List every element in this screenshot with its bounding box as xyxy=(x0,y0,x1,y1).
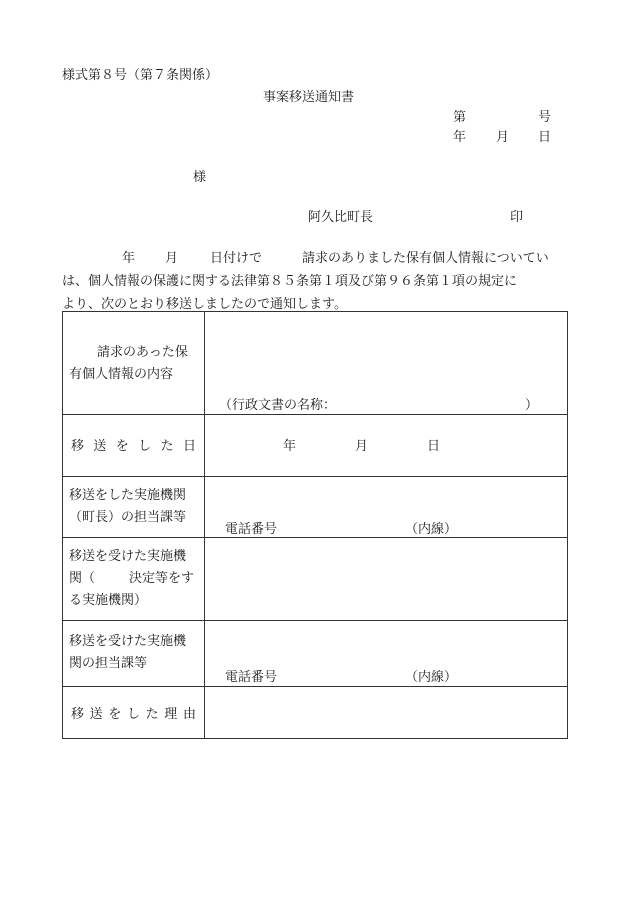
date-year: 年 xyxy=(453,130,467,145)
label-sending-line2: （町長）の担当課等 xyxy=(69,510,187,525)
label-receiving-dept-line2: 関の担当課等 xyxy=(69,656,148,671)
label-sending-line1: 移送をした実施機関 xyxy=(69,488,187,503)
label-char: 移 xyxy=(71,707,85,722)
transfer-details-table xyxy=(62,311,568,739)
row-transfer-date xyxy=(63,415,568,477)
label-receiving-body xyxy=(63,538,205,621)
label-receiving-dept-line1: 移送を受けた実施機 xyxy=(69,634,187,649)
date-day: 日 xyxy=(538,130,552,145)
label-char: 送 xyxy=(89,707,103,722)
date-month: 月 xyxy=(496,130,510,145)
label-transfer-reason xyxy=(63,687,205,739)
doc-name-open: （行政文書の名称： xyxy=(219,398,337,413)
receiving-extension-label: （内線） xyxy=(405,670,458,685)
transfer-year: 年 xyxy=(283,439,297,454)
sender-name: 阿久比町長 xyxy=(308,210,374,225)
label-char: 移 xyxy=(71,439,85,454)
row-requested-info xyxy=(63,312,568,415)
label-char: た xyxy=(145,707,159,722)
label-char: た xyxy=(160,439,174,454)
label-receiving-line1: 移送を受けた実施機 xyxy=(69,549,187,564)
row-receiving-department xyxy=(63,621,568,687)
value-sending-department[interactable] xyxy=(205,477,568,538)
transfer-day: 日 xyxy=(427,439,441,454)
form-number: 様式第８号（第７条関係） xyxy=(62,68,219,83)
doc-name-close: ） xyxy=(525,398,539,413)
label-char: し xyxy=(138,439,152,454)
label-char: 送 xyxy=(93,439,107,454)
label-requested-info-line1: 請求のあった保 xyxy=(97,345,188,360)
label-requested-info xyxy=(63,312,205,415)
label-char: を xyxy=(115,439,129,454)
label-char: 由 xyxy=(182,707,196,722)
label-receiving-department xyxy=(63,621,205,687)
value-transfer-date[interactable] xyxy=(205,415,568,477)
label-receiving-line3: る実施機関） xyxy=(69,593,148,608)
body-year: 年 xyxy=(122,251,136,266)
value-receiving-department[interactable] xyxy=(205,621,568,687)
label-transfer-date xyxy=(63,415,205,477)
body-line2: は、個人情報の保護に関する法律第８５条第１項及び第９６条第１項の規定に xyxy=(62,274,518,289)
body-day-suffix: 日付けで xyxy=(210,251,263,266)
transfer-month: 月 xyxy=(355,439,369,454)
label-sending-department xyxy=(63,477,205,538)
label-requested-info-line2: 有個人情報の内容 xyxy=(69,367,174,382)
sending-extension-label: （内線） xyxy=(405,522,458,537)
sending-phone-label: 電話番号 xyxy=(225,522,278,537)
row-transfer-reason xyxy=(63,687,568,739)
body-line1-text: 請求のありました保有個人情報についてい xyxy=(302,251,549,266)
receiving-phone-label: 電話番号 xyxy=(225,670,278,685)
value-transfer-reason[interactable] xyxy=(205,687,568,739)
doc-number-prefix: 第 xyxy=(453,110,467,125)
row-sending-department xyxy=(63,477,568,538)
value-receiving-body[interactable] xyxy=(205,538,568,621)
label-char: し xyxy=(126,707,140,722)
label-char: 日 xyxy=(182,439,196,454)
label-char: 理 xyxy=(164,707,178,722)
row-receiving-body xyxy=(63,538,568,621)
body-line3: より、次のとおり移送しましたので通知します。 xyxy=(62,297,347,312)
document-title: 事案移送通知書 xyxy=(263,90,355,105)
doc-number-suffix: 号 xyxy=(538,110,552,125)
value-requested-info[interactable] xyxy=(205,312,568,415)
seal-mark: 印 xyxy=(510,210,524,225)
body-month: 月 xyxy=(165,251,179,266)
label-char: を xyxy=(108,707,122,722)
label-receiving-line2a: 関（ xyxy=(69,571,96,586)
label-receiving-line2b: 決定等をす xyxy=(129,571,195,586)
addressee-honorific: 様 xyxy=(193,170,207,185)
